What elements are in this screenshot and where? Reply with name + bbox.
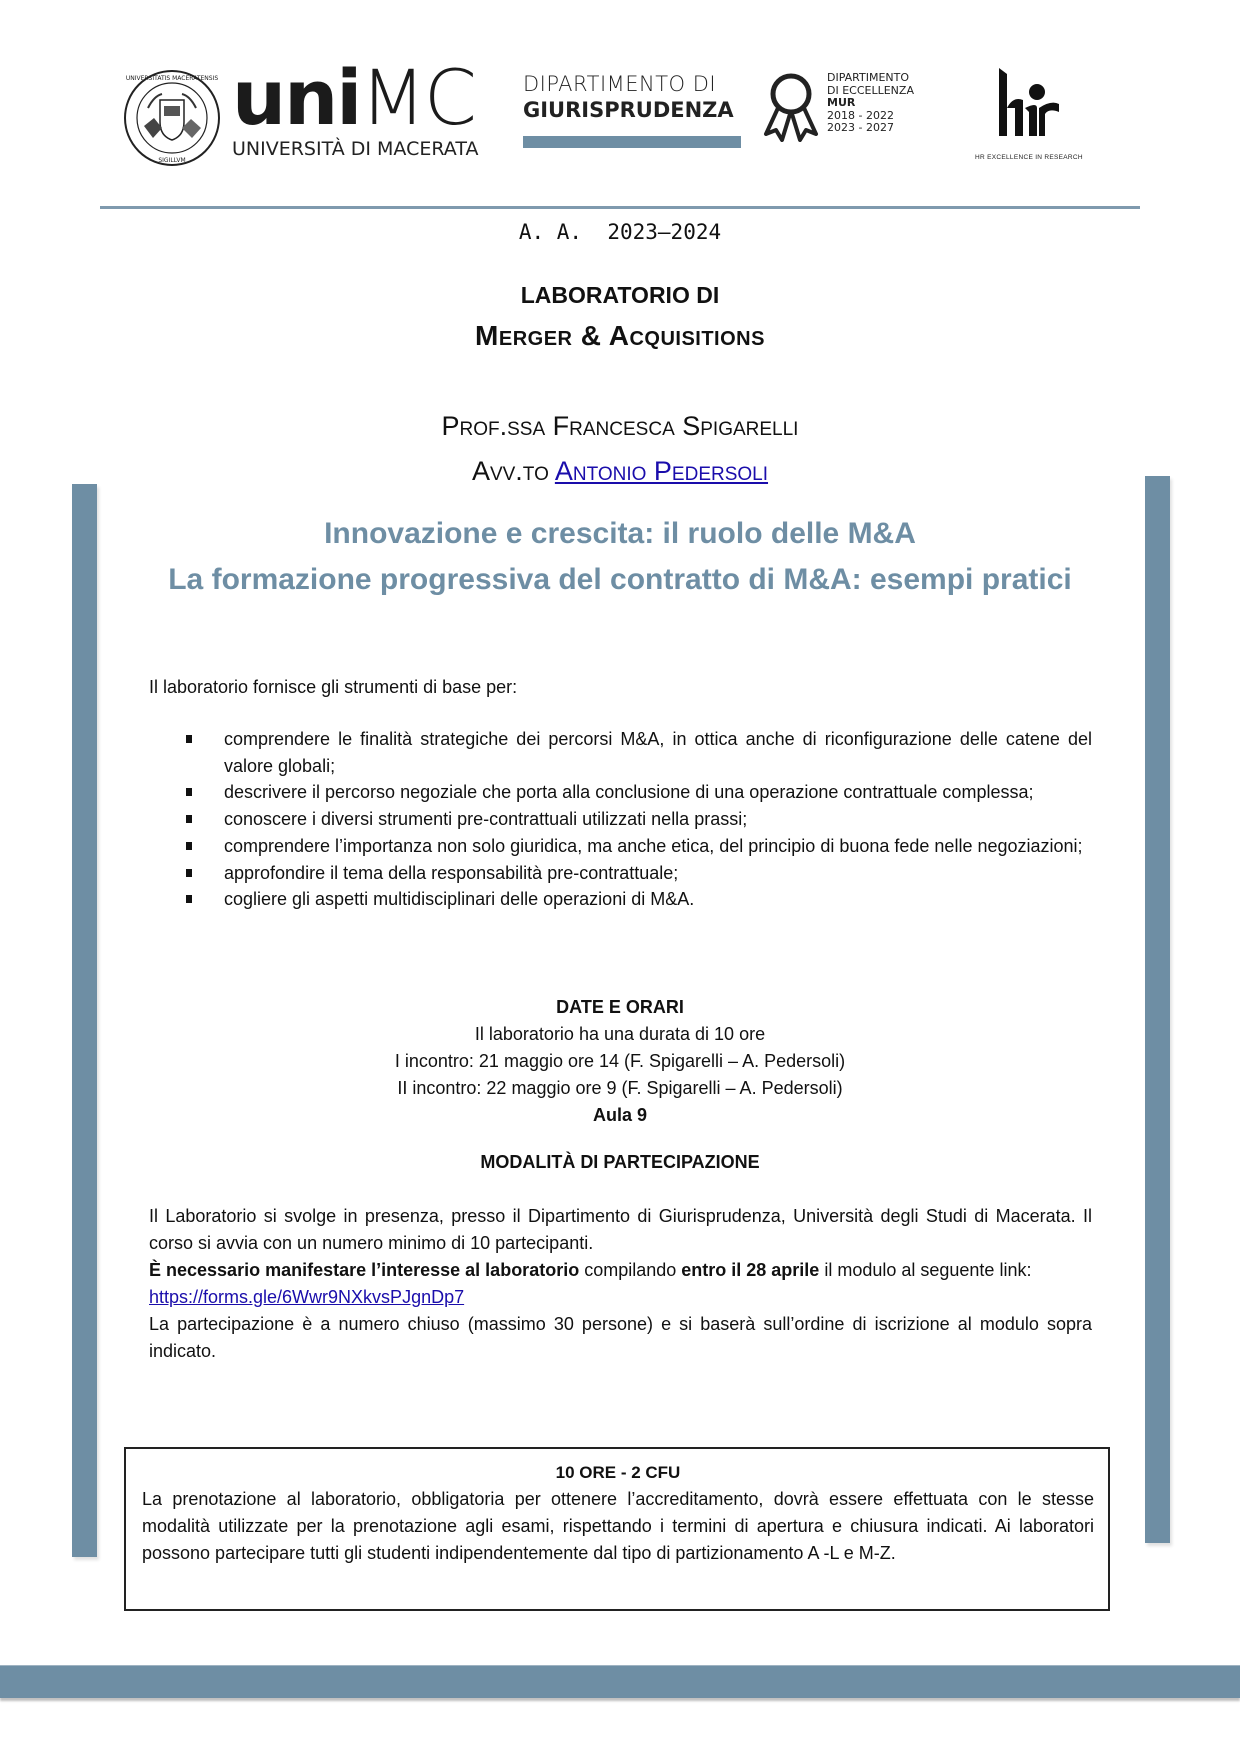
- registration-form-link[interactable]: https://forms.gle/6Wwr9NXkvsPJgnDp7: [149, 1287, 465, 1307]
- excellence-line3: MUR: [827, 96, 856, 109]
- department-bar: [523, 136, 741, 148]
- dates-heading: DATE E ORARI: [556, 997, 684, 1017]
- lawyer-prefix: Avv.to: [471, 456, 549, 486]
- academic-year: A. A. 2023–2024: [518, 220, 722, 244]
- professor-name: Francesca Spigarelli: [552, 411, 799, 441]
- university-seal-icon: [122, 68, 222, 168]
- square-bullet-icon: [186, 895, 192, 903]
- footer-bar: [0, 1665, 1240, 1698]
- professor-prefix: Prof.ssa: [441, 411, 546, 441]
- dates-session-2: II incontro: 22 maggio ore 9 (F. Spigarelli – A. Pedersoli): [397, 1078, 843, 1098]
- svg-text:SIGILLVM: SIGILLVM: [158, 157, 186, 164]
- excellence-line1: DIPARTIMENTO: [827, 71, 910, 84]
- excellence-line2: DI ECCELLENZA: [827, 83, 914, 97]
- department-line1: DIPARTIMENTO DI: [523, 72, 717, 96]
- wordmark-thin: MC: [360, 53, 475, 142]
- excellence-line5: 2023 - 2027: [827, 121, 894, 134]
- participation-p3: La partecipazione è a numero chiuso (massimo 30 persone) e si baserà sull’ordine di iscrizione al modulo sopra indicato.: [149, 1314, 1092, 1361]
- hr-excellence-icon: [995, 68, 1065, 138]
- hr-caption: HR EXCELLENCE IN RESEARCH: [975, 154, 1083, 161]
- list-item: [186, 779, 1092, 806]
- objective-text: comprendere le finalità strategiche dei percorsi M&A, in ottica anche di riconfigurazione delle catene del valore globali;: [224, 729, 1092, 776]
- excellence-label: [827, 72, 914, 135]
- professor: [0, 411, 1240, 442]
- participation-bold-2: entro il 28 aprile: [681, 1260, 820, 1280]
- objective-text: comprendere l’importanza non solo giuridica, ma anche etica, del principio di buona fede nelle negoziazioni;: [224, 835, 1083, 856]
- participation-bold-1: È necessario manifestare l’interesse al laboratorio: [149, 1260, 580, 1280]
- list-item: [186, 833, 1092, 860]
- participation-p1: Il Laboratorio si svolge in presenza, presso il Dipartimento di Giurisprudenza, Università degli Studi di Macerata. Il corso si avvia con un numero minimo di 10 partecipanti.: [149, 1206, 1092, 1253]
- square-bullet-icon: [186, 788, 192, 796]
- participation-p2: [149, 1257, 1092, 1284]
- list-item: [186, 806, 1092, 833]
- header-divider: [100, 206, 1140, 209]
- square-bullet-icon: [186, 842, 192, 850]
- svg-text:UNIVERSITATIS MACERATENSIS: UNIVERSITATIS MACERATENSIS: [125, 75, 219, 82]
- lawyer: [0, 456, 1240, 487]
- objective-text: approfondire il tema della responsabilità pre-contrattuale;: [224, 862, 679, 883]
- title-line1: LABORATORIO DI: [520, 282, 720, 308]
- subtitle-2: La formazione progressiva del contratto di M&A: esempi pratici: [168, 563, 1072, 596]
- credits-box: [124, 1447, 1110, 1611]
- university-wordmark: [232, 53, 479, 160]
- list-item: [186, 726, 1092, 779]
- intro-text: Il laboratorio fornisce gli strumenti di base per:: [149, 677, 518, 697]
- university-name: UNIVERSITÀ DI MACERATA: [232, 138, 479, 160]
- dates-duration: Il laboratorio ha una durata di 10 ore: [474, 1024, 766, 1044]
- objective-text: conoscere i diversi strumenti pre-contrattuali utilizzati nella prassi;: [224, 809, 748, 830]
- square-bullet-icon: [186, 735, 192, 743]
- list-item: [186, 886, 1092, 913]
- course-title: Merger & Acquisitions: [475, 320, 765, 351]
- excellence-line4: 2018 - 2022: [827, 108, 894, 122]
- rosette-award-icon: [762, 70, 820, 142]
- list-item: [186, 860, 1092, 887]
- participation-text-2: il modulo al seguente link:: [819, 1260, 1032, 1280]
- dates-session-1: I incontro: 21 maggio ore 14 (F. Spigarelli – A. Pedersoli): [394, 1051, 846, 1071]
- objectives-list: [186, 726, 1092, 913]
- objective-text: descrivere il percorso negoziale che porta alla conclusione di una operazione contrattuale complessa;: [224, 782, 1034, 803]
- dates-section: [0, 994, 1240, 1129]
- wordmark-bold: uni: [232, 53, 361, 142]
- department-logo: [523, 72, 741, 148]
- square-bullet-icon: [186, 815, 192, 823]
- square-bullet-icon: [186, 869, 192, 877]
- dates-room: Aula 9: [592, 1105, 648, 1125]
- subtitle-1: Innovazione e crescita: il ruolo delle M&A: [324, 517, 916, 550]
- credits-text: La prenotazione al laboratorio, obbligatoria per ottenere l’accreditamento, dovrà essere effettuata con le stesse modalità utilizzate per la prenotazione agli esami, rispettando i termini di apertura e chiusura indicati. Ai laboratori possono partecipare tutti gli studenti indipendentemente dal tipo di partizionamento A -L e M-Z.: [142, 1489, 1094, 1563]
- credits-heading: 10 ORE - 2 CFU: [555, 1463, 681, 1482]
- objective-text: cogliere gli aspetti multidisciplinari delle operazioni di M&A.: [224, 889, 695, 910]
- participation-text-1: compilando: [579, 1260, 682, 1280]
- department-line2: GIURISPRUDENZA: [523, 98, 734, 122]
- participation-section: [149, 1203, 1092, 1365]
- lawyer-name-link[interactable]: Antonio Pedersoli: [554, 456, 769, 486]
- participation-heading: MODALITÀ DI PARTECIPAZIONE: [480, 1152, 760, 1172]
